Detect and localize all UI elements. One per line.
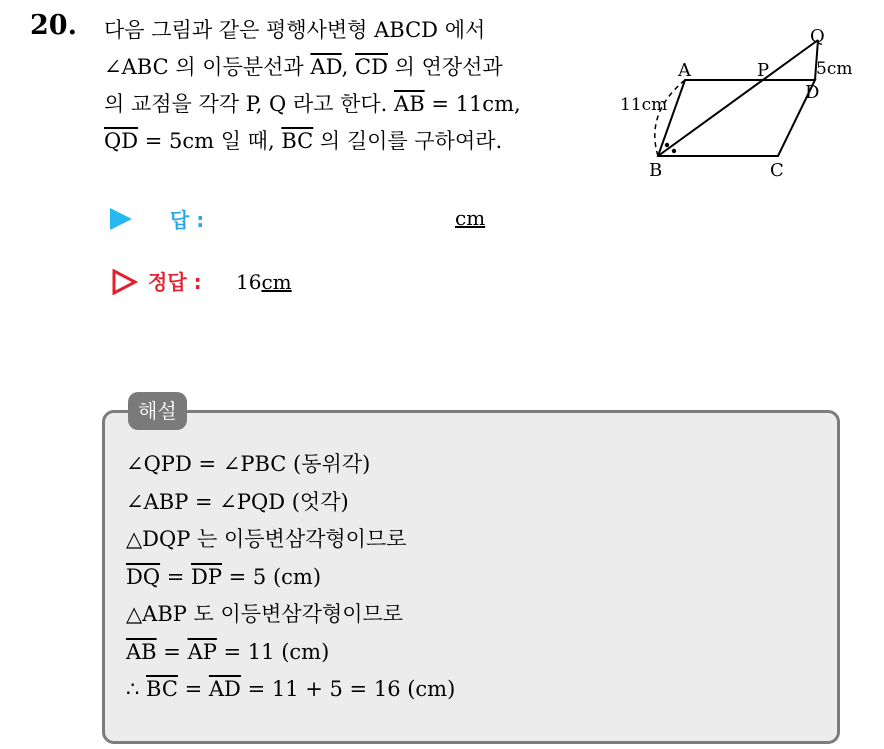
segment-cd: $\overline{CD}$ bbox=[355, 55, 388, 79]
answer-unit: cm bbox=[455, 206, 486, 230]
label-ab-length: 11cm bbox=[620, 95, 668, 115]
label-d: D bbox=[805, 82, 820, 103]
solution-text bbox=[126, 446, 455, 709]
segment-ad: $\overline{AD}$ bbox=[310, 55, 342, 79]
label-qd-length: 5cm bbox=[816, 59, 853, 79]
solution-line-5: △ABP 도 이등변삼각형이므로 bbox=[126, 602, 404, 626]
solution-line-4: $\overline{DQ} = \overline{DP} = 5$ (cm) bbox=[126, 564, 322, 589]
label-p: P bbox=[757, 60, 770, 81]
problem-text bbox=[104, 12, 604, 160]
segment-qd: $\overline{QD}$ bbox=[104, 129, 139, 153]
segment-ab: $\overline{AB}$ bbox=[394, 92, 425, 116]
correct-number: 16 bbox=[236, 270, 262, 294]
label-c: C bbox=[770, 160, 784, 181]
problem-line-3: 의 교점을 각각 P, Q 라고 한다. $\overline{AB} = 11cm$, bbox=[104, 92, 521, 116]
solution-line-7: ∴ $\overline{BC} = \overline{AD} = 11 + 5 = 16$ (cm) bbox=[126, 677, 456, 701]
problem-line-1: 다음 그림과 같은 평행사변형 ABCD 에서 bbox=[104, 18, 486, 42]
problem-line-2: ∠ABC 의 이등분선과 $\overline{AD}$, $\overline{CD}$ 의 연장선과 bbox=[104, 55, 503, 79]
correct-label: 정답 : bbox=[148, 270, 202, 294]
label-a: A bbox=[678, 60, 691, 81]
angle-mark-2 bbox=[672, 149, 676, 153]
parallelogram-shape bbox=[658, 80, 815, 156]
solution-line-1: ∠QPD = ∠PBC (동위각) bbox=[126, 452, 371, 476]
solution-tag: 해설 bbox=[128, 392, 187, 430]
parallelogram-figure bbox=[610, 18, 870, 188]
solution-line-3: △DQP 는 이등변삼각형이므로 bbox=[126, 527, 407, 551]
outline-arrow-icon bbox=[112, 269, 138, 295]
label-q: Q bbox=[810, 26, 825, 47]
problem-line-4: $\overline{QD} = 5cm$ 일 때, $\overline{BC}$ 의 길이를 구하여라. bbox=[104, 129, 503, 153]
label-b: B bbox=[649, 160, 663, 181]
answer-label: 답 : bbox=[170, 208, 205, 232]
segment-bc: $\overline{BC}$ bbox=[281, 129, 314, 153]
bisector-line bbox=[658, 40, 818, 156]
correct-unit: cm bbox=[261, 270, 292, 294]
correct-value bbox=[236, 270, 292, 294]
angle-mark-1 bbox=[665, 143, 669, 147]
solution-line-6: $\overline{AB} = \overline{AP} = 11$ (cm) bbox=[126, 639, 330, 664]
problem-number: 20. bbox=[30, 10, 77, 41]
play-arrow-icon bbox=[110, 208, 132, 230]
solution-line-2: ∠ABP = ∠PQD (엇각) bbox=[126, 489, 349, 514]
